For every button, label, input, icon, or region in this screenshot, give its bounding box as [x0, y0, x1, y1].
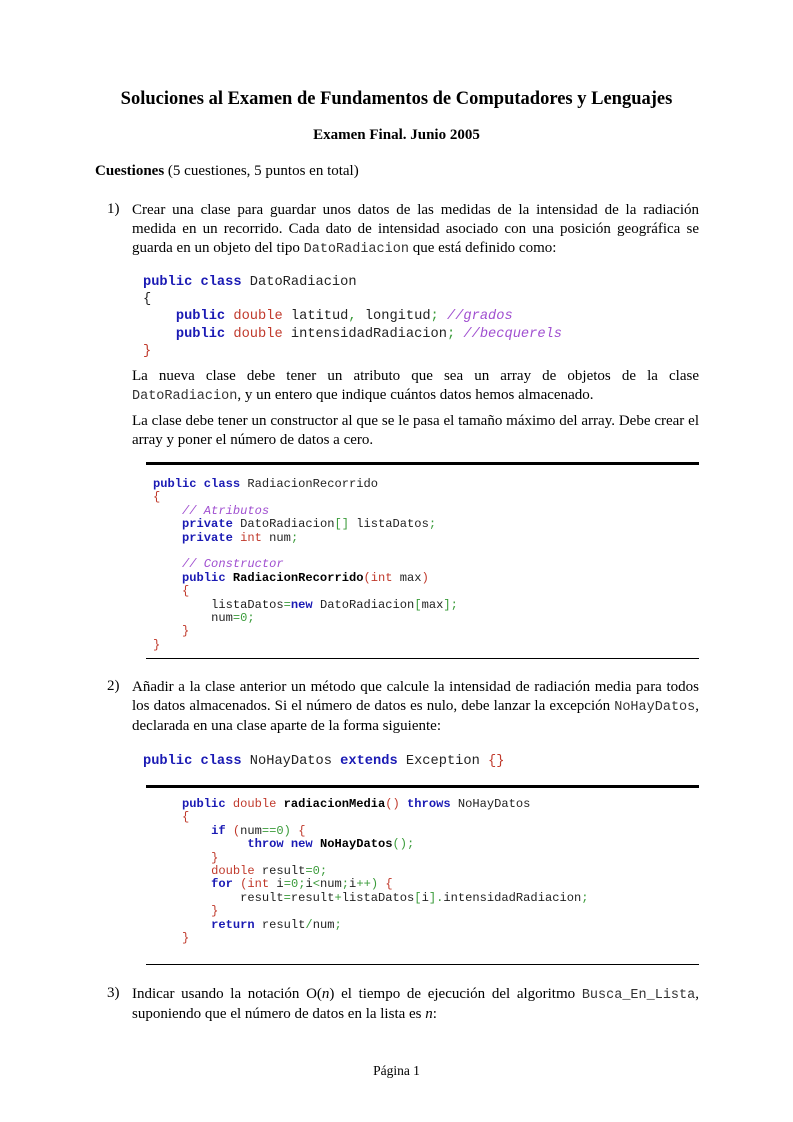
question-2-text	[132, 678, 699, 736]
section-note: (5 cuestiones, 5 puntos en total)	[164, 163, 359, 179]
solution-bottom-rule-2	[146, 964, 699, 965]
q1-inline-code: DatoRadiacion	[303, 242, 409, 257]
q2-text-b: , declarada en una clase aparte de la forma siguiente:	[132, 698, 699, 734]
q3-text-c: , suponiendo que el número de datos en la lista es	[132, 986, 699, 1022]
section-heading	[95, 163, 359, 180]
solution-top-rule-2	[146, 785, 699, 788]
q1-inline-code-2: DatoRadiacion	[132, 389, 238, 404]
q2-text-a: Añadir a la clase anterior un método que calcule la intensidad de radiación media para todos los datos almacenados. Si el número de datos es nulo, debe lanzar la excepción	[132, 679, 699, 714]
page-title: Soluciones al Examen de Fundamentos de Computadores y Lenguajes	[120, 89, 673, 109]
code-block-no-hay-datos: public class NoHayDatos extends Exception {}	[143, 754, 505, 769]
code-block-radiacion-recorrido: public class RadiacionRecorrido { // Atributos private DatoRadiacion[] listaDatos; private int num; // Constructor public RadiacionRecorrido(int max) { listaDatos=new DatoRadiacion[max]; num=0; } }	[153, 477, 458, 652]
page-subtitle: Examen Final. Junio 2005	[313, 127, 480, 143]
q3-var-n: n	[321, 986, 330, 1002]
question-1-number: 1)	[107, 201, 120, 217]
q3-var-n-2: n	[425, 1006, 433, 1022]
question-3-text	[132, 985, 699, 1024]
question-1-text-2	[132, 367, 699, 450]
q3-text-d: :	[432, 1006, 437, 1022]
question-1-text	[132, 201, 699, 259]
page-footer: Página 1	[373, 1063, 420, 1078]
question-3-number: 3)	[107, 985, 120, 1001]
code-block-dato-radiacion: public class DatoRadiacion { public double latitud, longitud; //grados public double intensidadRadiacion; //becquerels }	[143, 275, 562, 359]
q3-text-a: Indicar usando la notación O(	[132, 986, 322, 1002]
question-2-number: 2)	[107, 678, 120, 694]
q1-text-b: que está definido como:	[408, 240, 557, 256]
code-block-radiacion-media: public double radiacionMedia() throws NoHayDatos { if (num==0) { throw new NoHayDatos(); } double result=0; for (int i=0;i<num;i++) { result=result+listaDatos[i].intensidadRadiacion; } return result/num; }	[182, 797, 589, 946]
section-label: Cuestiones	[95, 163, 165, 179]
solution-bottom-rule	[146, 658, 699, 659]
q1-text-c: La nueva clase debe tener un atributo que sea un array de objetos de la clase	[132, 368, 699, 384]
q3-text-b: ) el tiempo de ejecución del algoritmo	[329, 986, 582, 1002]
q2-inline-code: NoHayDatos	[614, 700, 696, 715]
q1-text-d: , y un entero que indique cuántos datos hemos almacenado.	[237, 387, 594, 403]
q3-inline-code: Busca_En_Lista	[581, 988, 696, 1003]
q1-text-e: La clase debe tener un constructor al que se le pasa el tamaño máximo del array. Debe crear el array y poner el número de datos a cero.	[132, 413, 699, 448]
q1-text-a: Crear una clase para guardar unos datos de las medidas de la intensidad de la radiación medida en un recorrido. Cada dato de intensidad asociado con una posición geográfica se guarda en un objeto del tipo	[132, 202, 699, 256]
solution-top-rule	[146, 462, 699, 465]
